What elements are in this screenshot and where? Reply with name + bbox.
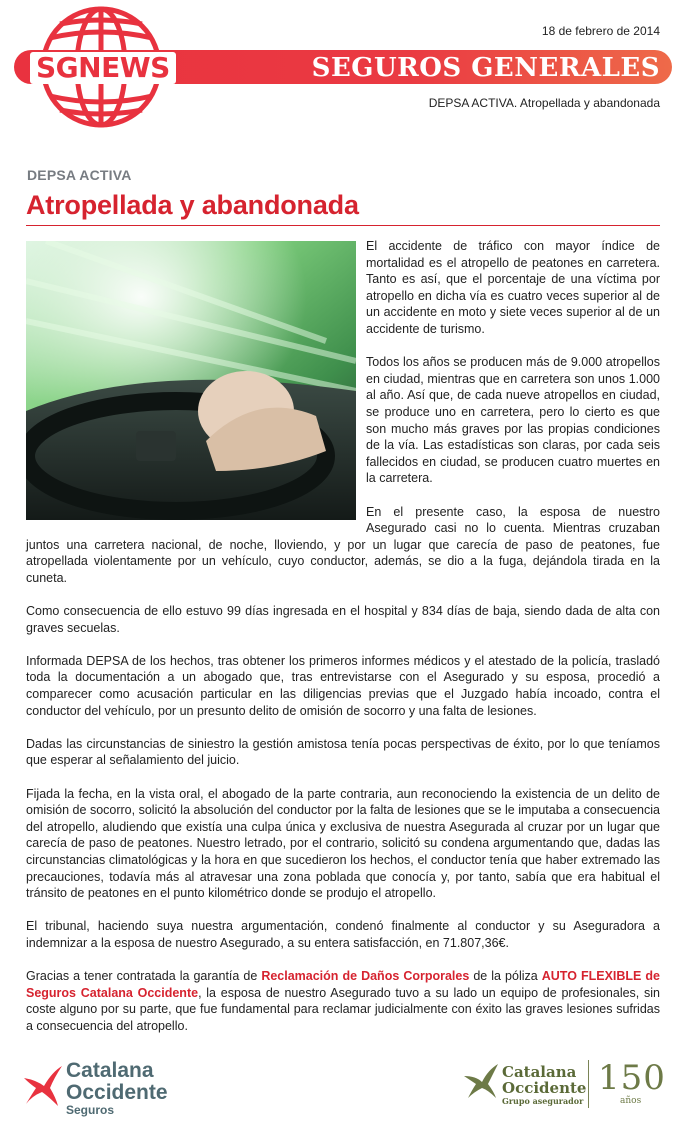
article-paragraph: En el presente caso, la esposa de nuestro Asegurado casi no lo cuenta. Mientras cruzaban juntos una carretera nacional, de noche, lloviendo, y por un lugar que carecía de paso de peatones, fue atropellada violentamente por un vehículo, cuyo conductor, además, se dio a la fuga, dejándola tirada en la cuneta. [26,504,660,585]
article-paragraph: Como consecuencia de ello estuvo 99 días ingresada en el hospital y 834 días de baja, siendo dada de alta con graves secuelas. [26,604,660,635]
article-paragraph: Todos los años se producen más de 9.000 atropellos en ciudad, mientras que en carretera son unos 1.000 al año. Así que, de cada nueve atropellos en ciudad, se produce uno en carretera, pero lo cierto es que son mucho más graves por las propias condiciones de la vía. Las estadísticas son claras, por cada seis fallecidos en ciudad, se producen cuatro muertes en la carretera. [366,355,660,486]
closing-text: de la póliza [469,969,542,984]
article-paragraph: El accidente de tráfico con mayor índice de mortalidad es el atropello de peatones en carretera. Tanto es así, que el porcentaje de una víctima por atropello en dicha vía es cuatro veces superior al de un accidente en moto y siete veces superior al de un accidente de turismo. [366,239,660,336]
logo-divider [588,1060,589,1108]
coverage-name: Reclamación de Daños Corporales [261,969,470,984]
header-subtitle: DEPSA ACTIVA. Atropellada y abandonada [428,96,660,110]
group-brand-line3: Grupo asegurador [502,1096,584,1106]
photo-spacer [26,238,366,527]
article-headline: Atropellada y abandonada [26,190,359,220]
issue-date: 18 de febrero de 2014 [541,24,660,38]
section-title: SEGUROS GENERALES [311,53,660,83]
article-body [26,238,660,1051]
group-brand-line1: Catalana [502,1063,577,1081]
closing-text: Gracias a tener contratada la garantía de [26,969,262,984]
sgnews-logo: SGNEWS [30,52,176,84]
page-header [0,0,692,140]
brand-line3: Seguros [66,1103,115,1117]
brand-line1: Catalana [66,1059,154,1082]
closing-paragraph [26,968,660,1034]
brand-line2: Occidente [66,1081,168,1104]
closing-text: , la esposa de nuestro Asegurado tuvo a su lado un equipo de profesionales, sin coste alguno por su parte, que fue fundamental para reclamar judicialmente con éxito las graves lesiones sufridas a consecuencia del atropello. [26,985,660,1033]
anniversary-label: años [620,1096,642,1106]
group-brand-line2: Occidente [502,1079,587,1097]
anniversary-number: 150 [598,1058,666,1098]
catalana-leaf-icon [464,1064,500,1098]
article-kicker: DEPSA ACTIVA [27,167,132,183]
policy-name: AUTO FLEXIBLE de Seguros Catalana Occidente [26,969,661,1000]
catalana-occidente-grupo-logo [462,1058,672,1114]
article-paragraph: Dadas las circunstancias de siniestro la gestión amistosa tenía pocas perspectivas de éxito, por lo que teníamos que esperar al señalamiento del juicio. [26,736,660,768]
catalana-occidente-seguros-logo [22,1060,222,1120]
article-paragraph: El tribunal, haciendo suya nuestra argumentación, condenó finalmente al conductor y su Aseguradora a indemnizar a la esposa de nuestro Asegurado, a su entera satisfacción, en 71.807,36€. [26,919,660,950]
article-paragraph: Fijada la fecha, en la vista oral, el abogado de la parte contraria, aun reconociendo la existencia de un delito de omisión de socorro, solicitó la absolución del conductor por la falta de lesiones que se le imputaba a consecuencia del atropello, aludiendo que existía una culpa única y exclusiva de nuestra Asegurada al cruzar por un lugar que carecía de paso de peatones. Nuestro letrado, por el contrario, solicitó su condena argumentando que, dadas las circunstancias climatológicas y la hora en que sucedieron los hechos, el conductor tenía que haber extremado las precauciones, todavía más al atravesar una zona poblada que conocía y, por tanto, sabía que era habitual el tránsito de peatones en el punto kilométrico donde se produjo el atropello. [26,786,660,901]
catalana-star-icon [22,1064,64,1106]
headline-divider [26,225,660,226]
article-paragraph: Informada DEPSA de los hechos, tras obtener los primeros informes médicos y el atestado de la policía, trasladó toda la documentación a un abogado que, tras entrevistarse con el Asegurado y su esposa, procedió a comparecer como acusación particular en las diligencias previas que el Juzgado había incoado, contra el conductor del vehículo, por un presunto delito de omisión de socorro y una falta de lesiones. [26,653,660,718]
